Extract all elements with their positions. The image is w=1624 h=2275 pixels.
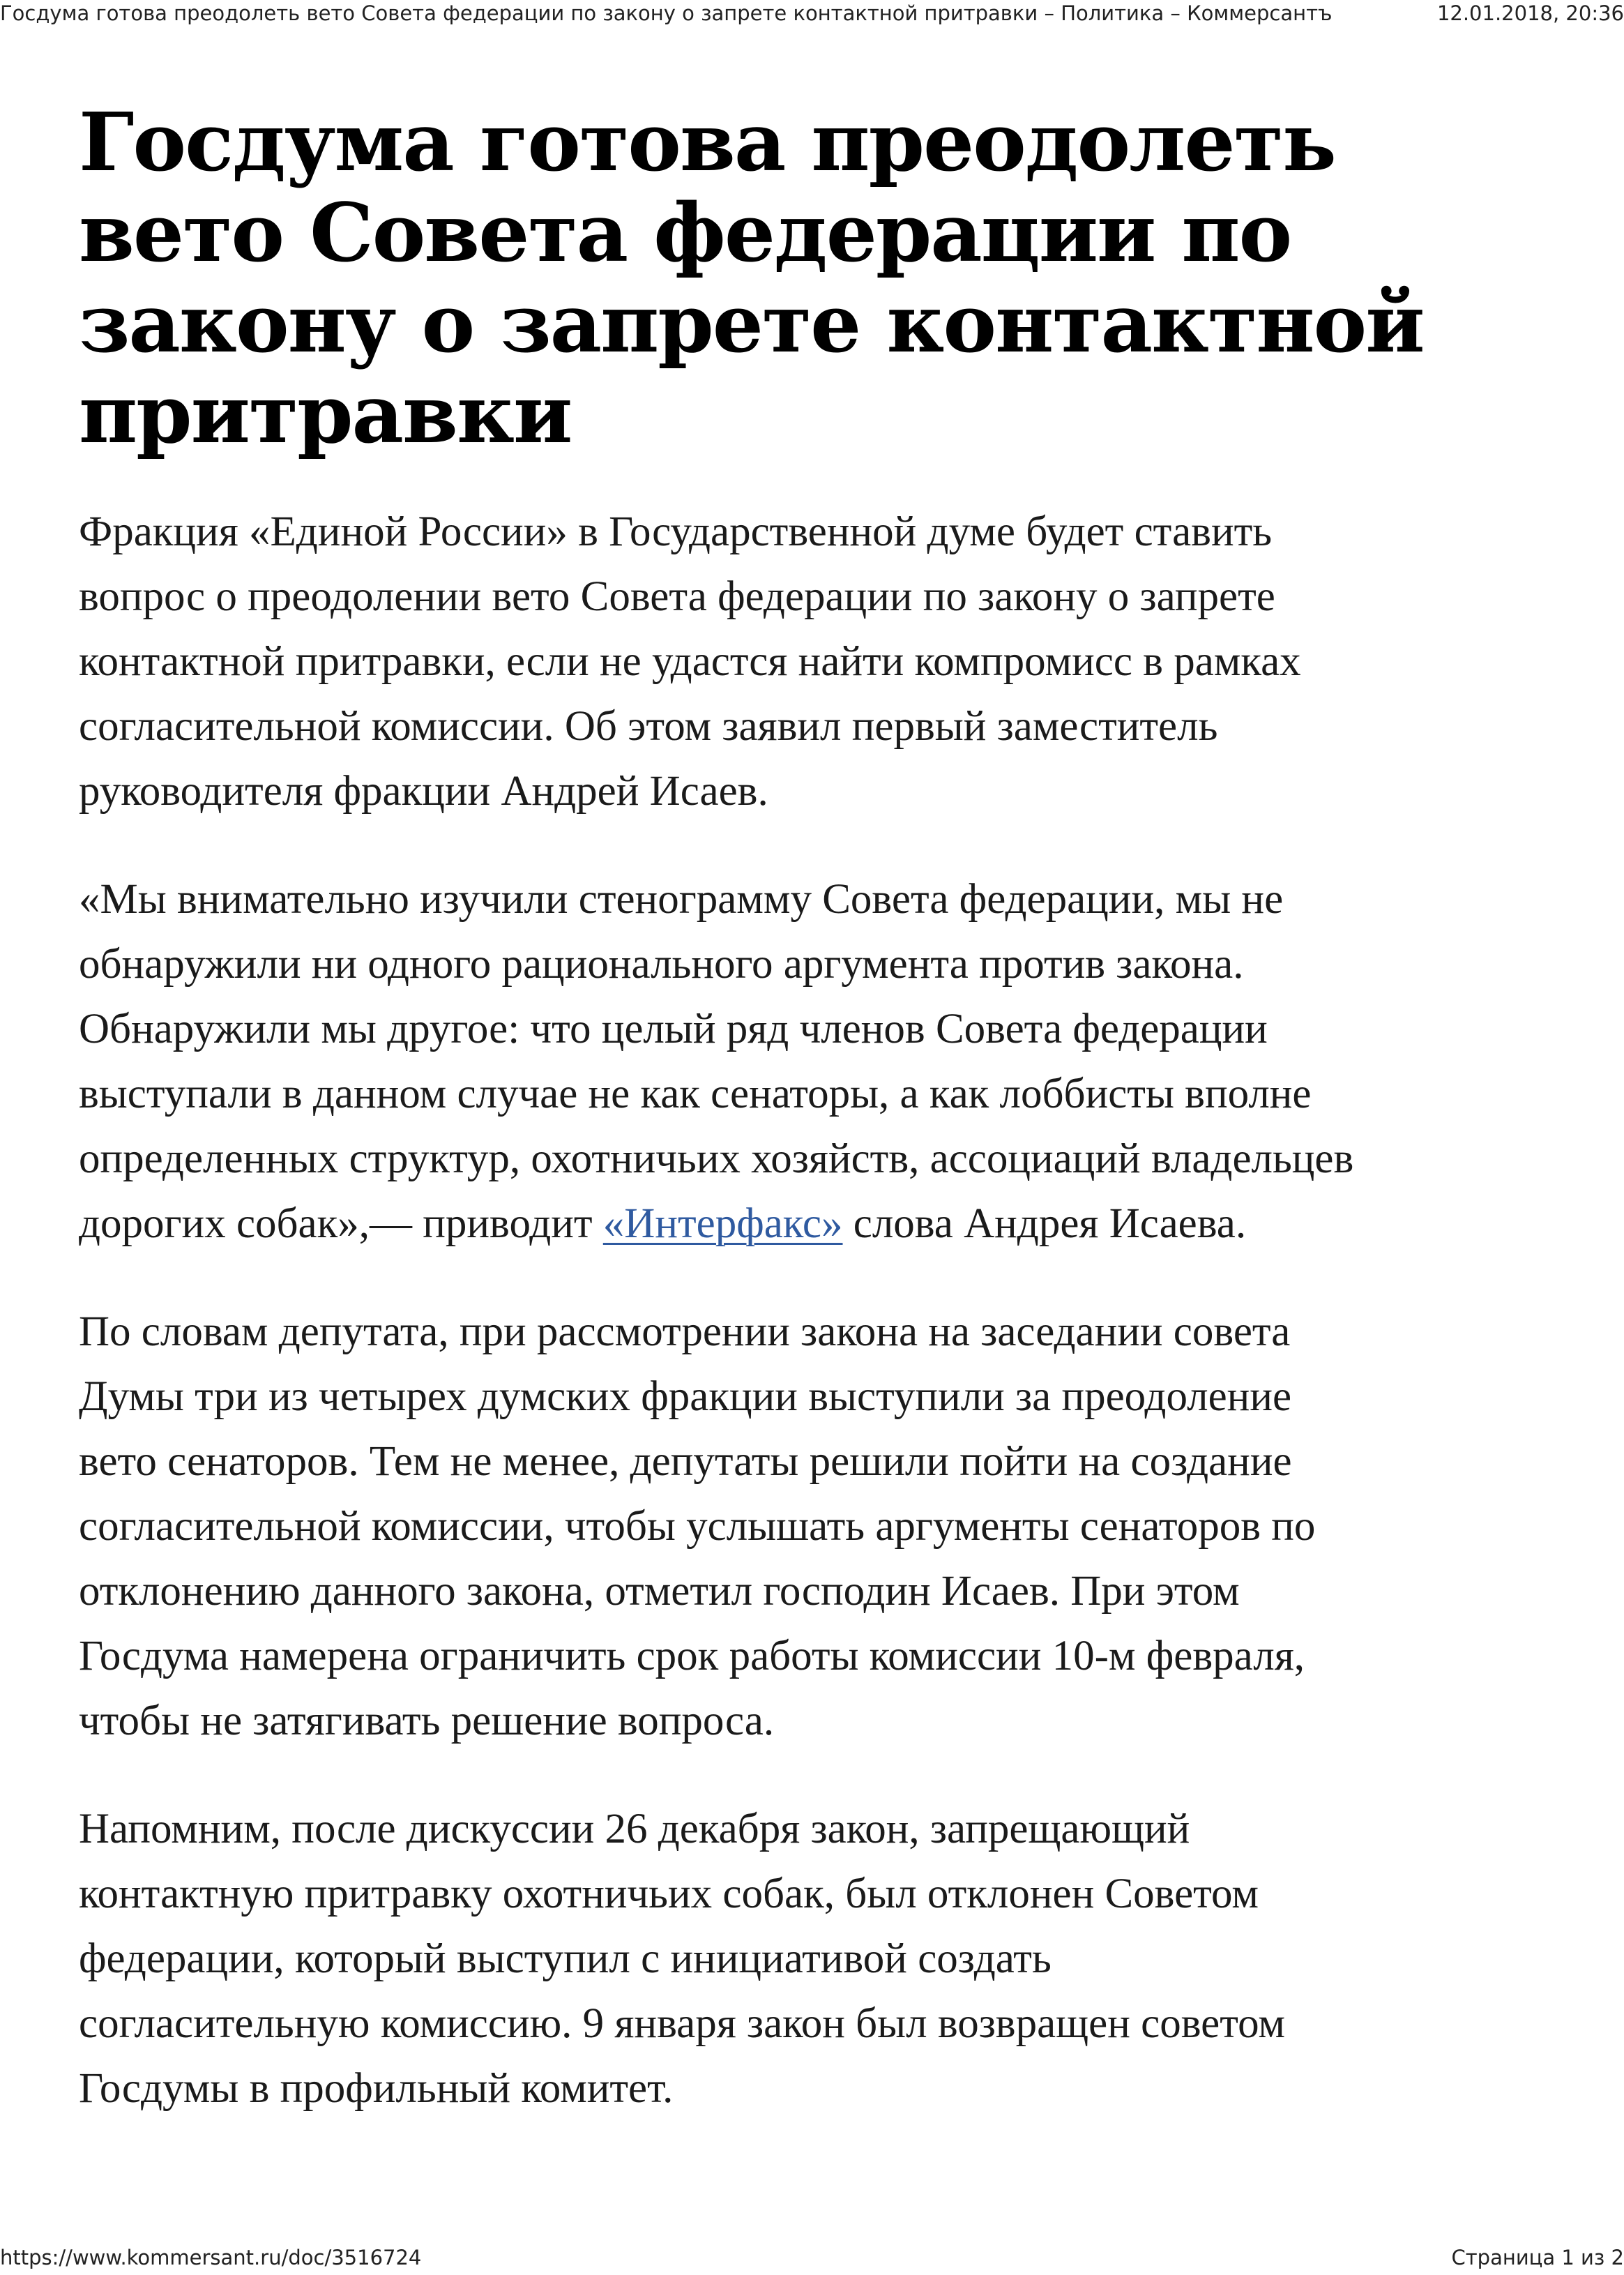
- paragraph-line-with-link: [79, 1191, 1564, 1256]
- paragraph-line: Обнаружили мы другое: что целый ряд членов Совета федерации: [79, 1006, 1268, 1052]
- print-datetime: 12.01.2018, 20:36: [1436, 1, 1624, 25]
- paragraph-line: чтобы не затягивать решение вопроса.: [79, 1698, 775, 1744]
- paragraph-line: контактной притравки, если не удастся найти компромисс в рамках: [79, 638, 1301, 685]
- paragraph-line: согласительной комиссии. Об этом заявил первый заместитель: [79, 703, 1218, 750]
- paragraph-line: отклонению данного закона, отметил господин Исаев. При этом: [79, 1568, 1240, 1615]
- paragraph-line: федерации, который выступил с инициативой создать: [79, 1935, 1052, 1982]
- print-header: [0, 1, 1624, 29]
- link-prefix-text: дорогих собак»,— приводит: [79, 1200, 603, 1247]
- headline-line: закону о запрете контактной: [79, 277, 1424, 371]
- interfax-link[interactable]: «Интерфакс»: [602, 1200, 843, 1247]
- paragraph-line: обнаружили ни одного рационального аргумента против закона.: [79, 941, 1244, 988]
- paragraph-line: Госдумы в профильный комитет.: [79, 2065, 674, 2112]
- paragraph-line: Фракция «Единой России» в Государственной думе будет ставить: [79, 508, 1273, 555]
- article: [79, 98, 1564, 2164]
- paragraph-lead: [79, 499, 1564, 824]
- print-page-title: Госдума готова преодолеть вето Совета федерации по закону о запрете контактной притравки – Политика – Коммерсантъ: [0, 1, 1333, 25]
- paragraph-line: Госдума намерена ограничить срок работы комиссии 10-м февраля,: [79, 1633, 1305, 1679]
- paragraph-line: вето сенаторов. Тем не менее, депутаты решили пойти на создание: [79, 1438, 1292, 1485]
- link-suffix-text: слова Андрея Исаева.: [842, 1200, 1247, 1247]
- paragraph-quote: [79, 867, 1564, 1256]
- paragraph-line: руководителя фракции Андрей Исаев.: [79, 768, 768, 815]
- headline-line: вето Совета федерации по: [79, 186, 1291, 280]
- headline: [79, 98, 1564, 460]
- paragraph-line: Напомним, после дискуссии 26 декабря закон, запрещающий: [79, 1806, 1190, 1852]
- paragraph-line: контактную притравку охотничьих собак, был отклонен Советом: [79, 1870, 1259, 1917]
- print-page-indicator: Страница 1 из 2: [1451, 2246, 1624, 2269]
- headline-line: Госдума готова преодолеть: [79, 96, 1335, 190]
- print-url: https://www.kommersant.ru/doc/3516724: [0, 2246, 422, 2269]
- paragraph-line: согласительную комиссию. 9 января закон был возвращен советом: [79, 2000, 1286, 2047]
- paragraph-line: вопрос о преодолении вето Совета федерации по закону о запрете: [79, 573, 1275, 620]
- print-footer: [0, 2246, 1624, 2274]
- paragraph-line: По словам депутата, при рассмотрении закона на заседании совета: [79, 1308, 1291, 1355]
- paragraph-details: [79, 1299, 1564, 1753]
- paragraph-line: Думы три из четырех думских фракции выступили за преодоление: [79, 1373, 1292, 1420]
- paragraph-line: определенных структур, охотничьих хозяйств, ассоциаций владельцев: [79, 1135, 1354, 1182]
- paragraph-line: выступали в данном случае не как сенаторы, а как лоббисты вполне: [79, 1071, 1312, 1117]
- paragraph-line: согласительной комиссии, чтобы услышать аргументы сенаторов по: [79, 1503, 1316, 1550]
- paragraph-background: [79, 1797, 1564, 2121]
- paragraph-line: «Мы внимательно изучили стенограмму Совета федерации, мы не: [79, 876, 1284, 923]
- headline-line: притравки: [79, 368, 572, 462]
